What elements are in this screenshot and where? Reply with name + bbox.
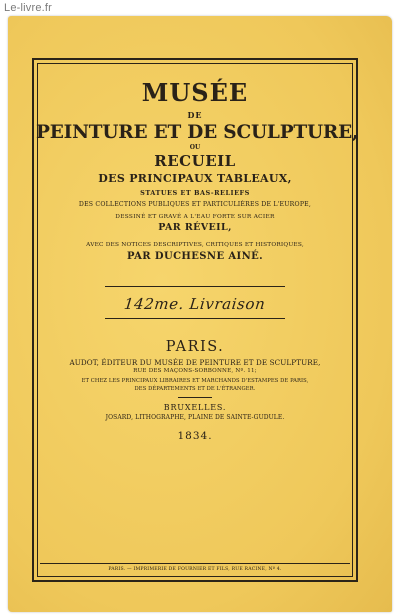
title-de: DE — [187, 110, 203, 120]
imprint-bruxelles: BRUXELLES. — [163, 403, 227, 412]
title-recueil: RECUEIL — [154, 152, 236, 170]
imprint-josard: JOSARD, LITHOGRAPHE, PLAINE DE SAINTE-GUDULE. — [105, 414, 285, 421]
imprint-paris: PARIS. — [165, 339, 225, 355]
imprint-rue: RUE DES MAÇONS-SORBONNE, Nº. 11; — [133, 368, 257, 374]
title-ou: OU — [189, 144, 201, 151]
cover-content — [36, 62, 359, 442]
title-musee: MUSÉE — [141, 78, 249, 107]
imprint-depts: DES DÉPARTEMENTS ET DE L'ÉTRANGER. — [134, 386, 256, 392]
credit-notices: AVEC DES NOTICES DESCRIPTIVES, CRITIQUES ET HISTORIQUES, — [86, 242, 304, 248]
livraison-row — [36, 294, 354, 316]
imprint-chez: ET CHEZ LES PRINCIPAUX LIBRAIRES ET MARCHANDS D'ESTAMPES DE PARIS, — [81, 378, 309, 384]
livraison-number: 142me. Livraison — [123, 295, 267, 313]
title-principaux: DES PRINCIPAUX TABLEAUX, — [98, 172, 292, 185]
imprint-divider — [178, 397, 212, 398]
title-peinture: PEINTURE ET DE SCULPTURE, — [36, 122, 359, 143]
imprint-audot: AUDOT, ÉDITEUR DU MUSÉE DE PEINTURE ET DE SCULPTURE, — [69, 358, 321, 367]
livraison-rule-top — [105, 286, 285, 287]
imprint-year: 1834. — [177, 430, 213, 442]
printer-line: PARIS. — IMPRIMERIE DE FOURNIER ET FILS, RUE RACINE, Nº 4. — [108, 567, 282, 572]
title-statues: STATUES ET BAS-RELIEFS — [140, 189, 250, 197]
title-collections: DES COLLECTIONS PUBLIQUES ET PARTICULIÈRES DE L'EUROPE, — [78, 201, 312, 208]
printer-rule — [40, 563, 350, 564]
livraison-rule-bottom — [105, 318, 285, 319]
credit-duchesne: PAR DUCHESNE AINÉ. — [126, 251, 264, 262]
watermark: Le-livre.fr — [4, 2, 53, 14]
credit-reveil: PAR RÉVEIL, — [158, 222, 232, 233]
credit-dessine: DESSINÉ ET GRAVÉ A L'EAU FORTE SUR ACIER — [115, 214, 275, 220]
